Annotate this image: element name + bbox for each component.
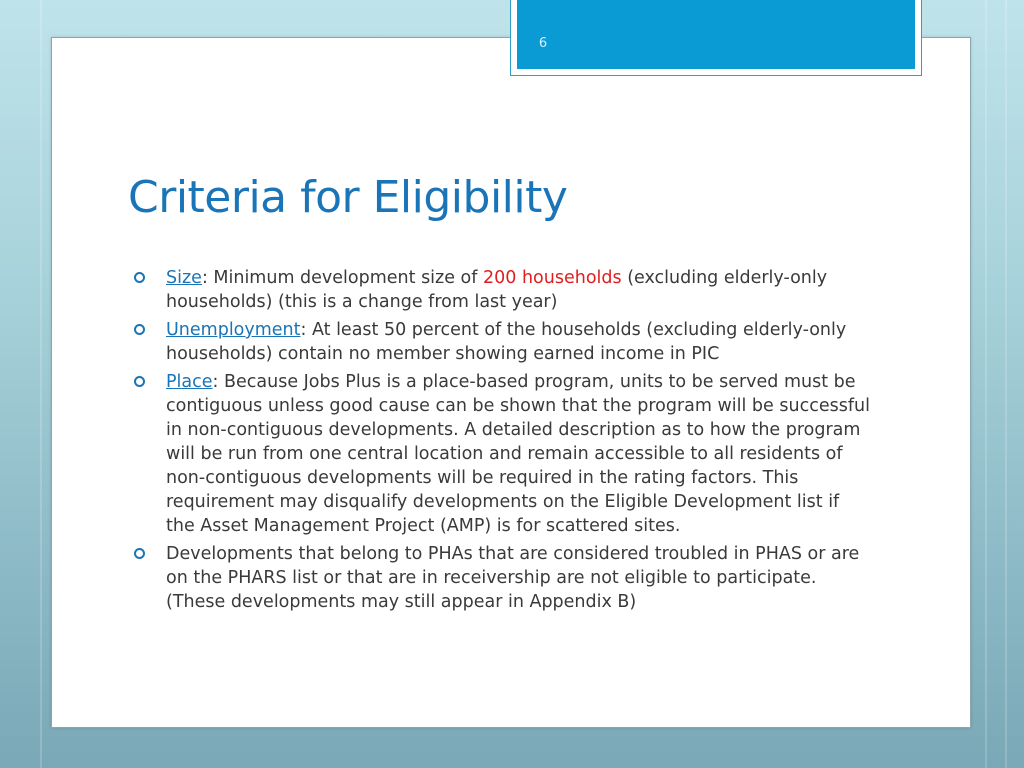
bullet-term: Size <box>166 268 202 288</box>
circle-bullet-icon <box>134 548 145 559</box>
slide-title: Criteria for Eligibility <box>128 172 568 223</box>
bullet-text: Developments that belong to PHAs that are considered troubled in PHAS or are on the PHARS list or that are in receivership are not eligible to participate. (These developments may still appear in Appendix B) <box>166 544 860 612</box>
bullet-text-end: (excluding elderly-only households) (this is a change from last year) <box>166 268 828 312</box>
bullet-unemployment <box>132 318 872 366</box>
bullet-text: : Minimum development size of <box>201 268 483 288</box>
bullet-size <box>132 266 872 314</box>
bullet-term: Place <box>166 372 213 392</box>
bullet-text: : At least 50 percent of the households (excluding elderly-only households) contain no member showing earned income in PIC <box>166 320 847 364</box>
page-number-tab <box>510 0 922 76</box>
circle-bullet-icon <box>134 272 145 283</box>
circle-bullet-icon <box>134 376 145 387</box>
bullet-troubled-phas <box>132 542 872 614</box>
circle-bullet-icon <box>134 324 145 335</box>
background-streak <box>40 0 42 768</box>
page-number: 6 <box>538 36 548 51</box>
background-streak <box>1005 0 1007 768</box>
bullet-place <box>132 370 872 538</box>
bullet-list <box>132 266 872 618</box>
bullet-highlight: 200 households <box>483 268 622 288</box>
page-number-tab-fill <box>517 0 915 69</box>
bullet-term: Unemployment <box>166 320 301 340</box>
background-streak <box>985 0 987 768</box>
bullet-text: : Because Jobs Plus is a place-based program, units to be served must be contiguous unless good cause can be shown that the program will be successful in non-contiguous developments. A detailed description as to how the program will be run from one central location and remain accessible to all residents of non-contiguous developments will be required in the rating factors. This requirement may disqualify developments on the Eligible Development list if the Asset Management Project (AMP) is for scattered sites. <box>166 372 870 536</box>
